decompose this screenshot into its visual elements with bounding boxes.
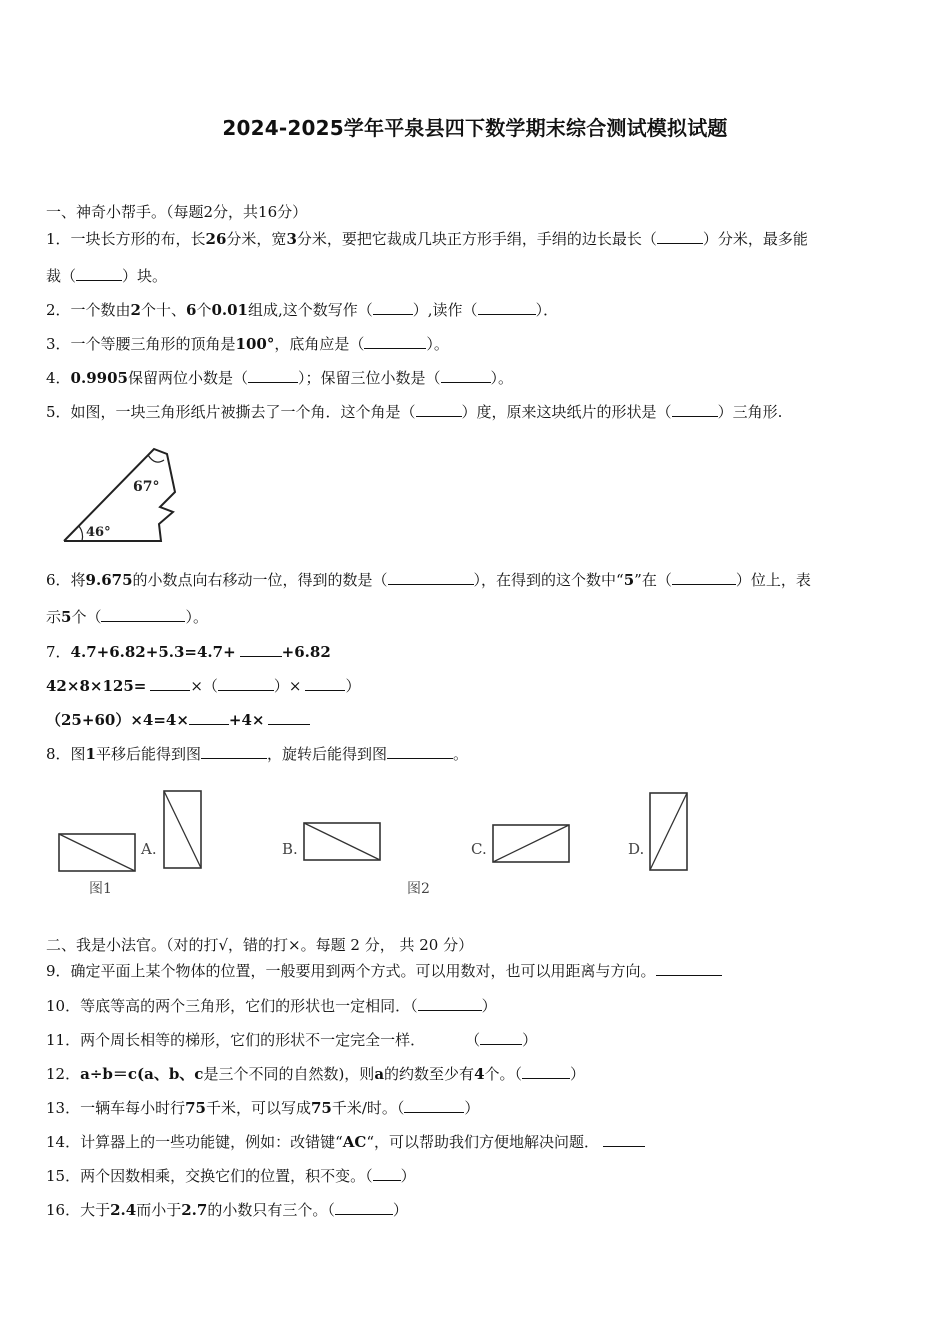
question-2: 2．一个数由2个十、6个0.01组成,这个数写作（ ）,读作（ ）． bbox=[46, 301, 559, 319]
section1-heading: 一、神奇小帮手。（每题2分，共16分） bbox=[46, 203, 308, 221]
question-10: 10．等底等高的两个三角形，它们的形状也一定相同．（ ） bbox=[46, 997, 497, 1015]
answer-blank[interactable] bbox=[387, 743, 453, 759]
answer-blank[interactable] bbox=[404, 1097, 464, 1113]
question-15: 15．两个因数相乘，交换它们的位置，积不变。（ ） bbox=[46, 1167, 416, 1185]
answer-blank[interactable] bbox=[335, 1199, 393, 1215]
question-13: 13．一辆车每小时行75千米，可以写成75千米/时。（ ） bbox=[46, 1099, 480, 1117]
question-6-line2: 示5个（ ）。 bbox=[46, 608, 208, 626]
question-12: 12．a÷b＝c(a、b、c是三个不同的自然数)，则a的约数至少有4个。（ ） bbox=[46, 1065, 586, 1083]
answer-blank[interactable] bbox=[218, 675, 274, 691]
top-angle-arc bbox=[148, 455, 164, 462]
answer-blank[interactable] bbox=[441, 367, 491, 383]
answer-blank[interactable] bbox=[478, 299, 536, 315]
answer-blank[interactable] bbox=[388, 569, 474, 585]
question-6-line1: 6．将9.675的小数点向右移动一位，得到的数是（ ），在得到的这个数中“5”在（ ）位上，表 bbox=[46, 571, 811, 589]
answer-blank[interactable] bbox=[76, 265, 122, 281]
answer-blank[interactable] bbox=[248, 367, 298, 383]
answer-blank[interactable] bbox=[373, 1165, 401, 1181]
question-16: 16．大于2.4而小于2.7的小数只有三个。（ ） bbox=[46, 1201, 408, 1219]
question-4: 4．0.9905保留两位小数是（ ）；保留三位小数是（ ）。 bbox=[46, 369, 514, 387]
question-1-line1: 1．一块长方形的布，长26分米，宽3分米，要把它裁成几块正方形手绢，手绢的边长最长（ ）分米，最多能 bbox=[46, 230, 808, 248]
question-8: 8．图1平移后能得到图 ，旋转后能得到图 。 bbox=[46, 745, 469, 763]
figure-1-label: 图1 bbox=[89, 881, 112, 897]
option-d-label: D. bbox=[628, 840, 645, 858]
question-1-line2: 裁（ ）块。 bbox=[46, 267, 168, 285]
answer-blank[interactable] bbox=[657, 228, 703, 244]
option-c-diagonal bbox=[493, 825, 569, 862]
figure-2-label: 图2 bbox=[407, 881, 430, 897]
option-b-label: B. bbox=[282, 840, 298, 858]
answer-blank[interactable] bbox=[672, 401, 718, 417]
answer-blank[interactable] bbox=[101, 606, 185, 622]
question-9: 9．确定平面上某个物体的位置，一般要用到两个方式。可以用数对，也可以用距离与方向。 bbox=[46, 960, 722, 981]
option-b-diagonal bbox=[304, 823, 380, 860]
option-d-diagonal bbox=[650, 793, 687, 870]
answer-blank[interactable] bbox=[416, 401, 462, 417]
torn-triangle-figure bbox=[58, 440, 188, 550]
page-title: 2024-2025学年平泉县四下数学期末综合测试模拟试题 bbox=[222, 116, 728, 140]
answer-blank[interactable] bbox=[240, 641, 282, 657]
option-a-diagonal bbox=[164, 791, 201, 868]
figure-1-diagonal bbox=[59, 834, 135, 871]
answer-blank[interactable] bbox=[201, 743, 267, 759]
answer-blank[interactable] bbox=[373, 299, 413, 315]
angle-label-top: 67° bbox=[133, 479, 160, 495]
question-7-line1: 7．4.7+6.82+5.3=4.7+ +6.82 bbox=[46, 643, 331, 661]
answer-blank[interactable] bbox=[364, 333, 426, 349]
option-a-label: A. bbox=[141, 840, 157, 858]
angle-label-bottom: 46° bbox=[86, 525, 111, 540]
answer-blank[interactable] bbox=[603, 1131, 645, 1147]
section2-heading: 二、我是小法官。（对的打√，错的打×。每题 2 分， 共 20 分） bbox=[46, 936, 474, 954]
answer-blank[interactable] bbox=[522, 1063, 570, 1079]
question-14: 14．计算器上的一些功能键，例如：改错键“AC“，可以帮助我们方便地解决问题． bbox=[46, 1131, 645, 1152]
question-7-line3: （25+60）×4=4× +4× bbox=[46, 709, 310, 730]
question-7-line2: 42×8×125= ×（ ）× ） bbox=[46, 677, 361, 695]
rectangle-figures bbox=[0, 780, 950, 900]
answer-blank[interactable] bbox=[189, 709, 229, 725]
question-3: 3．一个等腰三角形的顶角是100°，底角应是（ ）。 bbox=[46, 335, 449, 353]
answer-blank[interactable] bbox=[150, 675, 190, 691]
answer-blank[interactable] bbox=[418, 995, 482, 1011]
option-c-label: C. bbox=[471, 840, 487, 858]
question-11: 11．两个周长相等的梯形，它们的形状不一定完全一样． （ ） bbox=[46, 1031, 538, 1049]
triangle-outline bbox=[64, 449, 175, 541]
answer-blank[interactable] bbox=[480, 1029, 522, 1045]
answer-blank[interactable] bbox=[305, 675, 345, 691]
bottom-angle-arc bbox=[79, 526, 83, 541]
answer-blank[interactable] bbox=[656, 960, 722, 976]
answer-blank[interactable] bbox=[672, 569, 736, 585]
question-5: 5．如图，一块三角形纸片被撕去了一个角．这个角是（ ）度，原来这块纸片的形状是（ ）三角形. bbox=[46, 403, 783, 421]
answer-blank[interactable] bbox=[268, 709, 310, 725]
